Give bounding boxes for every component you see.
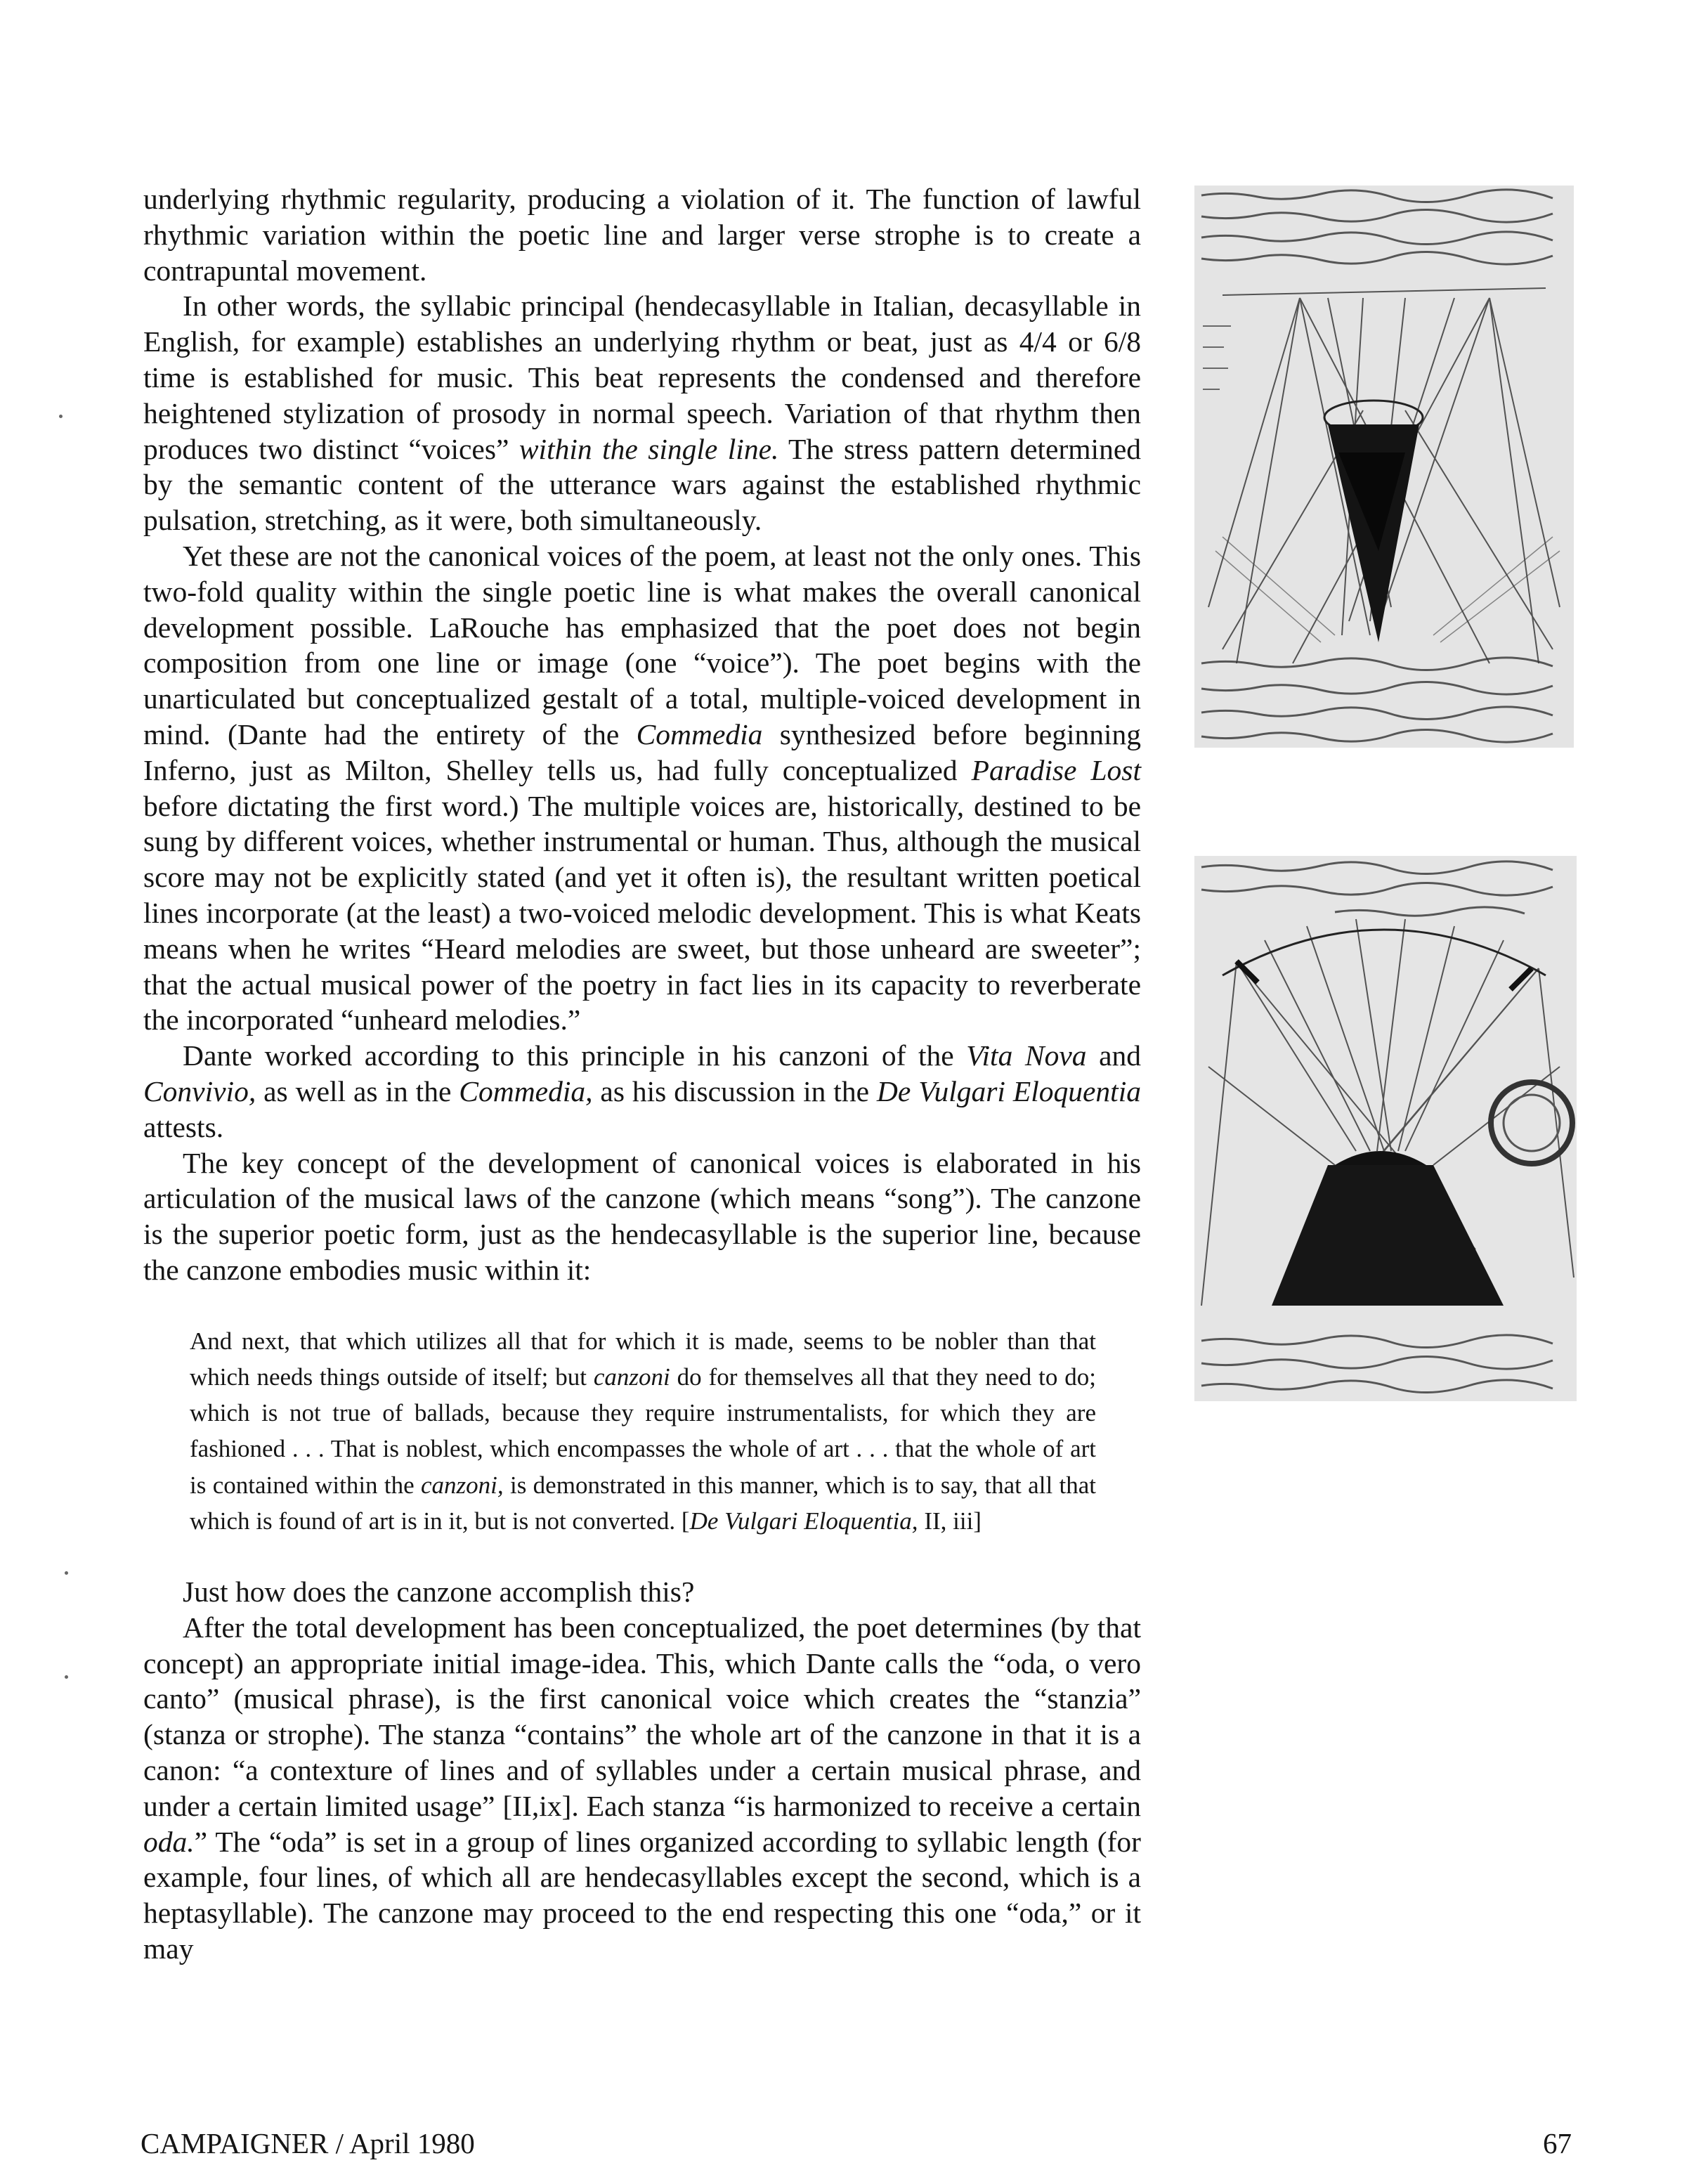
paragraph: Yet these are not the canonical voices of the poem, at least not the only ones. This two-fold quality within the single poetic line is what makes the overall canonical development possible. LaRouche has emphasized that the poet does not begin composition from one line or image (one “voice”). The poet begins with the unarticulated but conceptualized gestalt of a total, multiple-voiced development in mind. (Dante had the entirety of the Commedia synthesized before beginning Inferno, just as Milton, Shelley tells us, had fully conceptualized Paradise Lost before dictating the first word.) The multiple voices are, historically, destined to be sung by different voices, whether instrumental or human. Thus, although the musical score may not be explicitly stated (and yet it often is), the resultant written poetical lines incorporate (at the least) a two-voiced melodic development. This is what Keats means when he writes “Heard melodies are sweet, but those unheard are sweeter”; that the actual musical power of the poetry in fact lies in its capacity to reverberate the incorporated “unheard melodies.”	[143, 539, 1142, 1036]
paragraph: Dante worked according to this principle in his canzoni of the Vita Nova and Convivio, as well as in the Commedia, as his discussion in the De Vulgari Eloquentia attests.	[143, 1039, 1142, 1143]
scan-speck	[59, 415, 63, 418]
manuscript-sketch-figure-top	[1194, 186, 1574, 748]
footer-publication: CAMPAIGNER / April 1980	[141, 2127, 475, 2159]
scan-speck	[65, 1675, 68, 1679]
scan-speck	[65, 1571, 68, 1575]
paragraph: underlying rhythmic regularity, producing a violation of it. The function of lawful rhythmic variation within the poetic line and larger verse strophe is to create a contrapuntal movement.	[143, 183, 1141, 287]
paragraph: In other words, the syllabic principal (hendecasyllable in Italian, decasyllable in English, for example) establishes an underlying rhythm or beat, just as 4/4 or 6/8 time is established for music. This beat represents the condensed and therefore heightened stylization of prosody in normal speech. Variation of that rhythm then produces two distinct “voices” within the single line. The stress pattern determined by the semantic content of the utterance wars against the established rhythmic pulsation, stretching, as it were, both simultaneously.	[143, 290, 1141, 537]
paragraph: Just how does the canzone accomplish this?	[183, 1575, 695, 1608]
sketch-drawing-top	[1194, 186, 1574, 748]
paragraph: The key concept of the development of canonical voices is elaborated in his articulation of the musical laws of the canzone (which means “song”). The canzone is the superior poetic form, just as the hendecasyllable is the superior line, because the canzone embodies music within it:	[143, 1146, 1141, 1286]
manuscript-sketch-figure-bottom	[1194, 856, 1577, 1401]
article-body	[143, 181, 1141, 1967]
sketch-drawing-bottom	[1194, 856, 1577, 1401]
paragraph: After the total development has been conceptualized, the poet determines (by that concept) an appropriate initial image-idea. This, which Dante calls the “oda, o vero canto” (musical phrase), is the first canonical voice which creates the “stanzia” (stanza or strophe). The stanza “contains” the whole art of the canzone in that it is a canon: “a contexture of lines and of syllables under a certain musical phrase, and under a certain limited usage” [II,ix]. Each stanza “is harmonized to receive a certain oda.” The “oda” is set in a group of lines organized according to syllabic length (for example, four lines, of which all are hendecasyllables except the second, which is a heptasyllable). The canzone may proceed to the end respecting this one “oda,” or it may	[143, 1611, 1141, 1965]
block-quote: And next, that which utilizes all that for which it is made, seems to be nobler than that which needs things outside of itself; but canzoni do for themselves all that they need to do; which is not true of ballads, because they require instrumentalists, for which they are fashioned . . . That is noblest, which encompasses the whole of art . . . that the whole of art is contained within the canzoni, is demonstrated in this manner, which is to say, that all that which is found of art is in it, but is not converted. [De Vulgari Eloquentia, II, iii]	[190, 1327, 1097, 1535]
page-number: 67	[1543, 2127, 1572, 2159]
